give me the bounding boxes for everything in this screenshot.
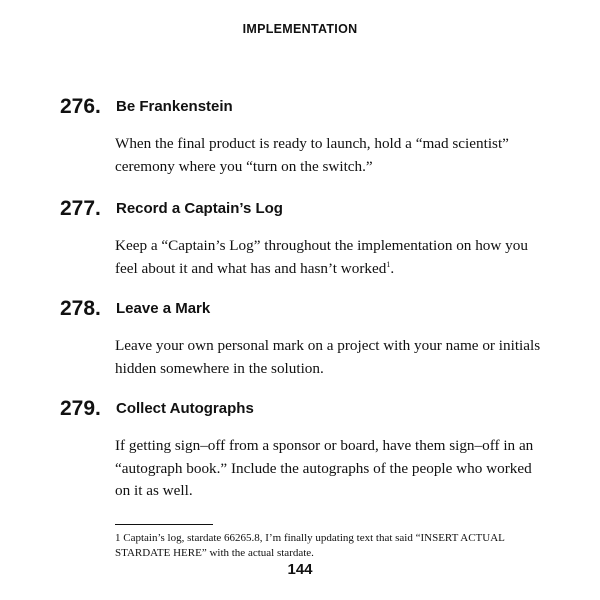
entry-title: Be Frankenstein — [116, 98, 233, 115]
entry-number: 278. — [60, 297, 101, 320]
footnote: 1 Captain’s log, stardate 66265.8, I’m finally updating text that said “INSERT ACTUAL STARDATE HERE” with the actual stardate. — [115, 532, 505, 559]
entry-body: Leave your own personal mark on a project with your name or initials hidden somewhere in the solution. — [115, 337, 541, 377]
entry-number: 277. — [60, 197, 101, 220]
entry-body: Keep a “Captain’s Log” throughout the implementation on how you feel about it and what has and hasn’t worked$^1$. — [115, 237, 528, 277]
entry-body: If getting sign–off from a sponsor or board, have them sign–off in an “autograph book.” Include the autographs of the people who worked on it as well. — [115, 437, 534, 499]
running-header: IMPLEMENTATION — [242, 22, 358, 36]
entry-body-text: Keep a “Captain’s Log” throughout the implementation on how you feel about it and what has and hasn’t worked — [115, 237, 528, 277]
footnote-reference: 1 — [386, 259, 391, 269]
entry-number: 276. — [60, 95, 101, 118]
entry-body: When the final product is ready to launch, hold a “mad scientist” ceremony where you “turn on the switch.” — [115, 135, 509, 175]
footnote-divider — [115, 524, 213, 525]
entry-title: Record a Captain’s Log — [116, 200, 283, 217]
entry-title: Collect Autographs — [116, 400, 254, 417]
page-number: 144 — [287, 561, 313, 578]
entry-title: Leave a Mark — [116, 300, 211, 317]
entry-number: 279. — [60, 397, 101, 420]
